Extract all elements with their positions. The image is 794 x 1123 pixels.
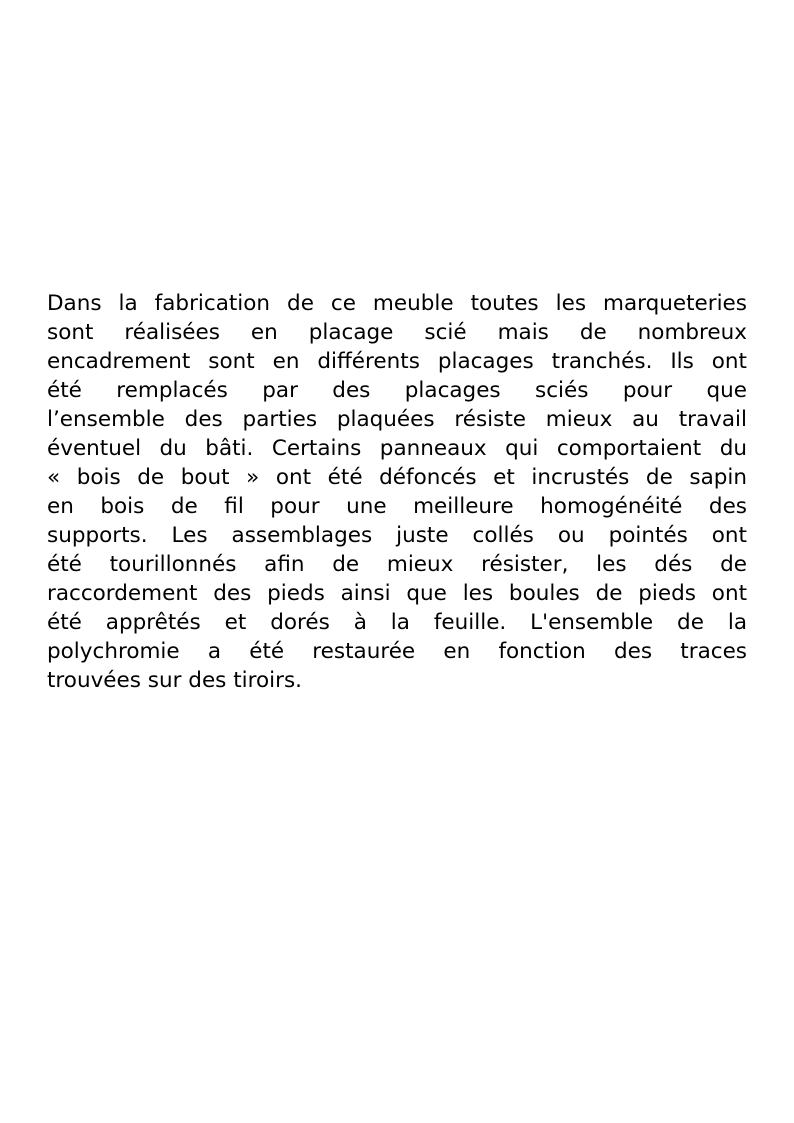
paragraph-line: l’ensemble des parties plaquées résiste mieux au travail xyxy=(47,407,747,432)
paragraph-line: trouvées sur des tiroirs. xyxy=(47,668,302,693)
paragraph-line: en bois de fil pour une meilleure homogénéité des xyxy=(47,494,747,519)
paragraph-line: « bois de bout » ont été défoncés et incrustés de sapin xyxy=(47,465,747,490)
paragraph-line: sont réalisées en placage scié mais de nombreux xyxy=(47,320,747,345)
paragraph-line: encadrement sont en différents placages tranchés. Ils ont xyxy=(47,349,747,374)
paragraph-line: polychromie a été restaurée en fonction des traces xyxy=(47,639,747,664)
paragraph-line: supports. Les assemblages juste collés ou pointés ont xyxy=(47,523,747,548)
paragraph-line: été tourillonnés afin de mieux résister, les dés de xyxy=(47,552,747,577)
paragraph-line: raccordement des pieds ainsi que les boules de pieds ont xyxy=(47,581,747,606)
paragraph-line: été apprêtés et dorés à la feuille. L'ensemble de la xyxy=(47,610,747,635)
paragraph-line: été remplacés par des placages sciés pour que xyxy=(47,378,747,403)
paragraph-line: éventuel du bâti. Certains panneaux qui comportaient du xyxy=(47,436,747,461)
paragraph-line: Dans la fabrication de ce meuble toutes les marqueteries xyxy=(47,291,747,316)
restoration-paragraph xyxy=(47,289,747,695)
